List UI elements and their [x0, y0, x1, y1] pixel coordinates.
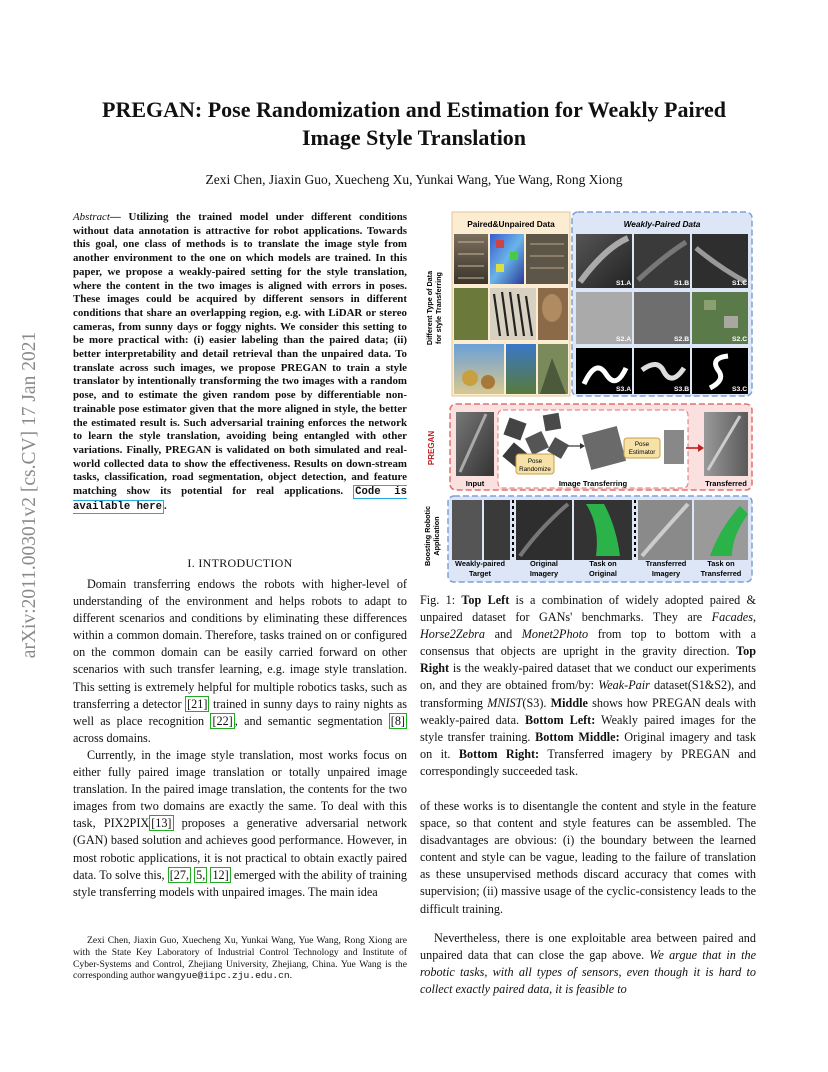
intro-body: [73, 576, 407, 901]
arxiv-stamp-text: arXiv:2011.00301v2 [cs.CV] 17 Jan 2021: [19, 331, 40, 659]
bottom-label-3a: Task on: [589, 559, 617, 568]
caption-italic: MNIST: [487, 695, 523, 710]
caption-text: dataset(S1&S2), and transforming: [420, 678, 756, 710]
target-image-2: [484, 500, 510, 560]
body-text-plain: Nevertheless, there is one exploitable area between paired and unpaired data that can close the gap above.: [420, 931, 756, 963]
caption-text: is the weakly-paired dataset that we conduct our experiments on, and they are obtained from/by:: [420, 661, 756, 693]
boost-label-2: Application: [432, 516, 441, 556]
bottom-label-2b: Imagery: [529, 569, 559, 578]
intro-text: Domain transferring endows the robots with higher-level of understanding of the environment and helps robots to adapt to different scenarios and conditions by eliminating these differences within a common domain. Therefore, tasks trained on or configured on the common domain can be easily carried forward on other scenarios with such transfer learning, e.g. image style translation. This setting is extremely helpful for multiple robotics tasks, such as transferring a detector: [73, 577, 407, 711]
weakly-paired-header: Weakly-Paired Data: [623, 219, 701, 229]
bottom-label-3b: Original: [589, 569, 617, 578]
caption-bold: Top Right: [420, 644, 756, 676]
citation-link[interactable]: 5,: [196, 867, 206, 882]
facade-label-map: [490, 234, 524, 284]
landscape-photo: [506, 344, 536, 394]
title-line-2: Image Style Translation: [301, 125, 527, 150]
caption-bold: Bottom Left:: [525, 712, 596, 727]
tag-s3b: S3.B: [674, 386, 690, 393]
method-name: PIX2PIX: [103, 816, 150, 831]
paired-header: Paired&Unpaired Data: [467, 219, 555, 229]
caption-text: ,: [752, 610, 756, 625]
caption-bold: Bottom Right:: [458, 746, 540, 761]
bottom-label-4b: Imagery: [651, 569, 681, 578]
caption-bold: Top Left: [461, 593, 510, 607]
estimated-tile: [664, 430, 684, 464]
caption-italic: Weak-Pair: [598, 678, 650, 693]
author-list: Zexi Chen, Jiaxin Guo, Xuecheng Xu, Yunkai Wang, Yue Wang, Rong Xiong: [205, 172, 623, 187]
tag-s1a: S1.A: [616, 280, 632, 287]
code-link[interactable]: Code is available here: [73, 486, 407, 513]
intro-text: emerged with the ability of training style transferring models with unpaired images. The main idea: [73, 867, 407, 899]
tag-s1c: S1.C: [732, 280, 748, 287]
pose-label-1: Pose: [527, 458, 543, 465]
bottom-label-5a: Task on: [707, 559, 735, 568]
estimator-label-2: Estimator: [628, 449, 656, 456]
citation-link[interactable]: [21]: [187, 696, 208, 711]
citation-link[interactable]: [27,: [169, 867, 190, 882]
figure-caption: [420, 592, 756, 780]
citation-link[interactable]: [22]: [212, 713, 233, 728]
footnote-end: .: [289, 970, 293, 982]
abstract-lead: Abstract: [73, 211, 110, 223]
email-link[interactable]: wangyue@iipc.zju.edu.cn: [157, 970, 290, 982]
caption-text: and: [485, 627, 522, 642]
bottom-label-1b: Target: [468, 569, 492, 578]
caption-italic: Monet2Photo: [521, 627, 589, 642]
image-transferring-label: Image Transferring: [558, 479, 628, 488]
estimator-label-1: Pose: [634, 441, 650, 448]
footnote-text: Zexi Chen, Jiaxin Guo, Xuecheng Xu, Yunkai Wang, Yue Wang, Rong Xiong are with the State Key Laboratory of Industrial Control Technology and Institute of Cyber-Systems and Control, Zhejiang University, Zhejiang, China. Yue Wang is the corresponding author: [73, 935, 407, 982]
caption-italic: Horse2Zebra: [420, 627, 486, 642]
body-text: of these works is to disentangle the content and style in the feature space, so that content and style features can be assembled. The disadvantages are obvious: (i) the boundary between the learned content and style can be vague, leading to the failure of translation as these unsupervised methods discard accuracy that comes with supervision; (ii) massive usage of the cyclic-consistency leads to the difficult training.: [420, 799, 756, 916]
horse-photo: [454, 288, 488, 340]
intro-paragraph-1: [73, 576, 407, 747]
figure-1: [420, 208, 756, 586]
tag-s2a: S2.A: [616, 336, 632, 343]
section-heading: I. INTRODUCTION: [187, 556, 293, 570]
caption-text: Transferred imagery by PREGAN and correspondingly succeeded task.: [420, 746, 757, 778]
pose-label-2: Randomize: [519, 466, 551, 473]
caption-text: from top to bottom with a consensus that objects are upright in the gravity direction.: [420, 627, 756, 659]
figure-1-graphic: [420, 208, 756, 586]
bottom-label-2a: Original: [530, 559, 558, 568]
citation-link[interactable]: [8]: [390, 713, 405, 728]
abstract-end: .: [164, 499, 167, 512]
intro-text: Currently, in the image style translation, most works focus on either fully paired image translation or totally unpaired image translation. In the paired image translation, the contents for the two images from two domains are exactly the same. To deal with this task,: [73, 747, 407, 831]
caption-text: (S3).: [522, 695, 551, 710]
side-label-2: for style Transferring: [434, 272, 443, 344]
caption-fig-label: Fig. 1:: [420, 593, 462, 607]
abstract-text: — Utilizing the trained model under different conditions without data annotation is attractive for robot applications. Towards this goal, one class of methods is to translate the image style from another environment to the one on which models are trained. In this paper, we propose a weakly-paired setting for the style translation, where the content in the two images is aligned with errors in poses. These images could be acquired by different sensors in different conditions that share an overlapping region, e.g. with LiDAR or stereo cameras, from sunny days or foggy nights. We consider this setting to be more practical with: (i) easier labeling than the paired data; (ii) better interpretability and detail retrieval than the unpaired data. To translate across such images, we propose PREGAN to train a style translator by intentionally transforming the two images with a random pose, and to estimate the given random pose by differentiable non-trainable pose estimator given that the more aligned in style, the better the estimated result is. Such adversarial training enforces the network to learn the style translation, avoiding being entangled with other variations. Finally, PREGAN is validated on both simulated and real-world collected data to show the effectiveness. Results on down-stream tasks, classification, road segmentation, object detection, and feature matching show its potential for real applications.: [73, 211, 407, 498]
abstract: [73, 211, 407, 514]
intro-text: proposes a generative adversarial network (GAN) based solution and achieves good performance. However, in most robotic applications, it is not practical to obtain exactly paired data. To solve this,: [73, 816, 407, 882]
paper-title: [80, 96, 748, 152]
caption-bold: Middle: [550, 695, 588, 710]
intro-text: , and semantic segmentation: [234, 713, 389, 728]
bottom-label-5b: Transferred: [700, 569, 742, 578]
facade-photo-2: [526, 234, 568, 284]
caption-bold: Bottom Middle:: [535, 729, 620, 744]
body-text: [420, 930, 756, 998]
tag-s2c: S2.C: [732, 336, 748, 343]
right-column-paragraph-2: [420, 930, 756, 998]
caption-text: Weakly paired images for the style transfer training.: [420, 712, 756, 744]
tag-s1b: S1.B: [674, 280, 690, 287]
bottom-label-1a: Weakly-paired: [455, 559, 505, 568]
intro-text: trained in sunny days to rainy nights as well as place recognition: [73, 696, 407, 728]
author-footnote: [73, 935, 407, 982]
transferred-label: Transferred: [705, 479, 747, 488]
tag-s2b: S2.B: [674, 336, 690, 343]
right-column-paragraph-1: [420, 798, 756, 918]
arxiv-stamp: [10, 285, 50, 705]
tag-s3a: S3.A: [616, 386, 632, 393]
title-line-1: PREGAN: Pose Randomization and Estimation for Weakly Paired: [102, 97, 726, 122]
caption-text: Original imagery and task on it.: [420, 729, 756, 761]
input-label: Input: [465, 479, 485, 488]
citation-link[interactable]: 12]: [212, 867, 229, 882]
monet-painting: [454, 344, 504, 394]
bottom-label-4a: Transferred: [645, 559, 687, 568]
caption-italic: Facades: [711, 610, 753, 625]
caption-text: shows how PREGAN deals with weakly-paired data.: [420, 695, 756, 727]
body-text-italic: We argue that in the robotic tasks, with all types of sensors, even though it is hard to collect exactly paired data, it is feasible to: [420, 948, 756, 997]
intro-text: across domains.: [73, 730, 151, 745]
intro-paragraph-2: [73, 747, 407, 901]
side-label-1: Different Type of Data: [425, 270, 434, 346]
citation-link[interactable]: [13]: [151, 816, 172, 831]
tag-s3c: S3.C: [732, 386, 748, 393]
caption-text: is a combination of widely adopted paired & unpaired dataset for GANs' benchmarks. They are: [420, 593, 756, 625]
boost-label-1: Boosting Robotic: [423, 506, 432, 566]
target-image-1: [452, 500, 482, 560]
pregan-side-label: PREGAN: [427, 430, 436, 466]
